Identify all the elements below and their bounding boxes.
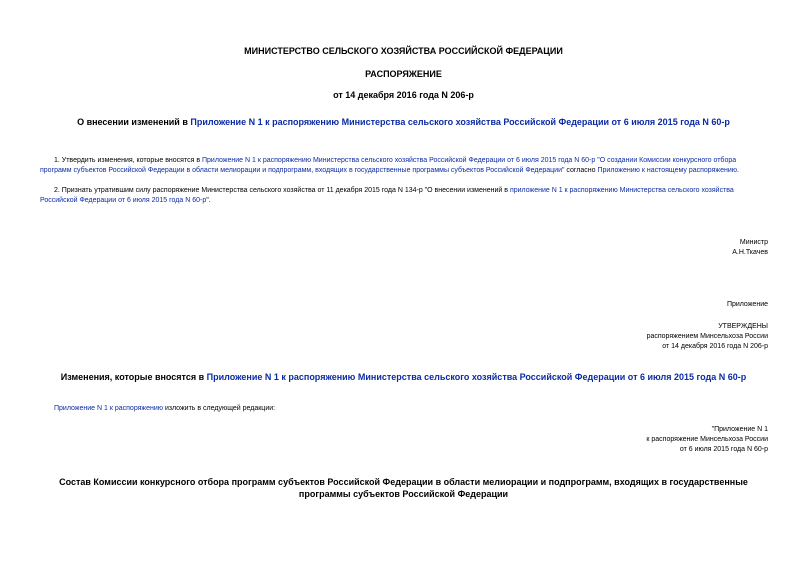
signature-block: [732, 238, 768, 258]
annex-line-1: "Приложение N 1: [711, 426, 768, 433]
item-2-text-2: ".: [206, 197, 211, 204]
changes-text-rest: изложить в следующей редакции:: [163, 405, 276, 412]
changes-title-prefix: Изменения, которые вносятся в: [60, 372, 207, 382]
item-1-text: 1. Утвердить изменения, которые вносятся в: [54, 157, 202, 164]
approval-date: от 14 декабря 2016 года N 206-р: [662, 343, 768, 350]
item-1-text-3: .: [737, 167, 739, 174]
item-1-text-2: согласно: [564, 167, 598, 174]
ministry-heading: МИНИСТЕРСТВО СЕЛЬСКОГО ХОЗЯЙСТВА РОССИЙСКОЙ ФЕДЕРАЦИИ: [244, 46, 563, 56]
approval-approved: УТВЕРЖДЕНЫ: [718, 323, 768, 330]
item-2-link[interactable]: приложение N 1 к распоряжению Министерства сельского хозяйства Российской Федерации от 6 июля 2015 года N 60-р: [40, 187, 734, 204]
item-2-paragraph: [40, 186, 768, 206]
changes-title: [0, 372, 807, 382]
composition-title-line-1: Состав Комиссии конкурсного отбора программ субъектов Российской Федерации в области мелиорации и подпрограмм, входящих в государственные: [59, 477, 748, 487]
signature-name: А.Н.Ткачев: [732, 249, 768, 256]
doc-date-number: от 14 декабря 2016 года N 206-р: [333, 90, 474, 100]
title-link[interactable]: Приложение N 1 к распоряжению Министерства сельского хозяйства Российской Федерации от 6 июля 2015 года N 60-р: [190, 117, 730, 127]
approval-by: распоряжением Минсельхоза России: [646, 333, 768, 340]
item-1-link-annex[interactable]: Приложение N 1 к распоряжению Министерства сельского хозяйства Российской Федерации от 6 июля 2015 года N 60-р: [202, 157, 596, 164]
doc-type-heading: РАСПОРЯЖЕНИЕ: [365, 69, 442, 79]
changes-text: [54, 404, 275, 414]
title-prefix: О внесении изменений в: [77, 117, 191, 127]
composition-title: [0, 476, 807, 500]
item-1-link-title[interactable]: "О создании Комиссии конкурсного отбора программ субъектов Российской Федерации в области мелиорации и подпрограмм, входящих в государственные программы субъектов Российской Федерации": [40, 157, 737, 174]
changes-title-link[interactable]: Приложение N 1 к распоряжению Министерства сельского хозяйства Российской Федерации от 6 июля 2015 года N 60-р: [206, 372, 747, 382]
document-title: [0, 117, 807, 127]
annex-line-2: к распоряжение Минсельхоза России: [646, 436, 768, 443]
signature-position: Министр: [739, 239, 768, 246]
annex-block: [646, 425, 768, 455]
appendix-label: Приложение: [726, 301, 768, 308]
composition-title-line-2: программы субъектов Российской Федерации: [298, 489, 509, 499]
annex-line-3: от 6 июля 2015 года N 60-р: [679, 446, 768, 453]
item-1-link-appendix[interactable]: Приложению к настоящему распоряжению: [597, 167, 738, 174]
item-1-paragraph: [40, 156, 768, 176]
approval-block: [647, 322, 768, 352]
changes-text-link[interactable]: Приложение N 1 к распоряжению: [54, 405, 164, 412]
item-2-text: 2. Признать утратившим силу распоряжение Министерства сельского хозяйства от 11 декабря 2015 года N 134-р "О внесении изменений в: [54, 187, 510, 194]
